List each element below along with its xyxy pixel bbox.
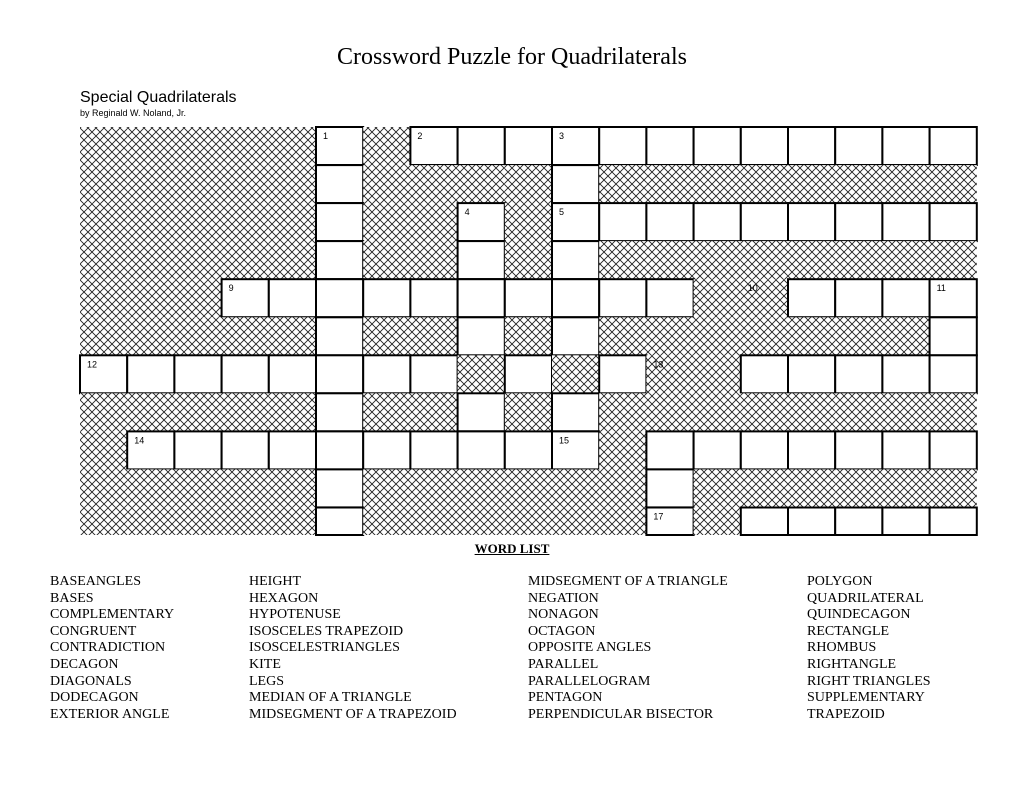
blocked-cell xyxy=(269,165,316,203)
word-list-column-2 xyxy=(249,574,457,723)
blocked-cell xyxy=(505,165,552,203)
clue-number: 9 xyxy=(228,283,234,294)
blocked-cell xyxy=(505,241,552,279)
blocked-cell xyxy=(363,508,410,536)
word-list-item: COMPLEMENTARY xyxy=(50,607,175,623)
word-list-item: CONGRUENT xyxy=(50,623,137,639)
answer-cell[interactable] xyxy=(694,431,741,469)
answer-cell[interactable] xyxy=(646,431,693,469)
answer-cell[interactable] xyxy=(835,508,882,536)
blocked-cell xyxy=(363,393,410,431)
blocked-cell xyxy=(80,508,127,536)
blocked-cell xyxy=(174,393,221,431)
puzzle-subtitle: Special Quadrilaterals xyxy=(80,89,237,106)
blocked-cell xyxy=(882,241,929,279)
answer-cell[interactable] xyxy=(646,203,693,241)
blocked-cell xyxy=(694,165,741,203)
blocked-cell xyxy=(174,203,221,241)
answer-cell[interactable] xyxy=(788,279,835,317)
clue-number: 15 xyxy=(559,435,570,446)
answer-cell[interactable] xyxy=(552,279,599,317)
word-list-item: OPPOSITE ANGLES xyxy=(528,640,652,656)
blocked-cell xyxy=(835,393,882,431)
blocked-cell xyxy=(882,393,929,431)
blocked-cell xyxy=(882,469,929,507)
word-list-item: MIDSEGMENT OF A TRIANGLE xyxy=(528,574,728,589)
word-list-item: PERPENDICULAR BISECTOR xyxy=(528,706,714,722)
answer-cell[interactable] xyxy=(458,317,505,355)
word-list-item: RHOMBUS xyxy=(807,640,877,656)
word-list-item: CONTRADICTION xyxy=(50,640,166,656)
clue-number: 10 xyxy=(747,283,758,294)
answer-cell[interactable] xyxy=(222,355,269,393)
answer-cell[interactable] xyxy=(882,355,929,393)
answer-cell[interactable] xyxy=(741,355,788,393)
blocked-cell xyxy=(222,508,269,536)
word-list-item: RIGHTANGLE xyxy=(807,656,897,672)
blocked-cell xyxy=(788,317,835,355)
answer-cell[interactable] xyxy=(835,355,882,393)
word-list-item: OCTAGON xyxy=(528,623,596,639)
answer-cell[interactable] xyxy=(458,431,505,469)
blocked-cell xyxy=(174,127,221,165)
word-list-item: PARALLELOGRAM xyxy=(528,673,651,689)
blocked-cell xyxy=(410,393,457,431)
answer-cell[interactable] xyxy=(599,127,646,165)
answer-cell[interactable] xyxy=(316,508,363,536)
word-list-item: TRAPEZOID xyxy=(807,706,885,722)
word-list-item: QUADRILATERAL xyxy=(807,590,924,606)
blocked-cell xyxy=(410,317,457,355)
blocked-cell xyxy=(835,317,882,355)
answer-cell[interactable] xyxy=(269,431,316,469)
blocked-cell xyxy=(127,393,174,431)
answer-cell[interactable] xyxy=(505,355,552,393)
answer-cell[interactable] xyxy=(599,203,646,241)
blocked-cell xyxy=(410,165,457,203)
answer-cell[interactable] xyxy=(174,355,221,393)
answer-cell[interactable] xyxy=(410,279,457,317)
blocked-cell xyxy=(174,508,221,536)
answer-cell[interactable] xyxy=(316,279,363,317)
answer-cell[interactable] xyxy=(316,203,363,241)
answer-cell[interactable] xyxy=(788,431,835,469)
blocked-cell xyxy=(127,203,174,241)
word-list-item: HYPOTENUSE xyxy=(249,607,341,623)
blocked-cell xyxy=(788,469,835,507)
answer-cell[interactable] xyxy=(646,469,693,507)
blocked-cell xyxy=(646,165,693,203)
blocked-cell xyxy=(269,317,316,355)
blocked-cell xyxy=(174,469,221,507)
word-list-item: RECTANGLE xyxy=(807,623,890,639)
answer-cell[interactable] xyxy=(741,431,788,469)
blocked-cell xyxy=(599,469,646,507)
answer-cell[interactable] xyxy=(788,355,835,393)
word-list-item: NEGATION xyxy=(528,590,599,606)
blocked-cell xyxy=(505,469,552,507)
answer-cell[interactable] xyxy=(788,127,835,165)
answer-cell[interactable] xyxy=(316,469,363,507)
blocked-cell xyxy=(694,469,741,507)
blocked-cell xyxy=(363,165,410,203)
answer-cell[interactable] xyxy=(269,355,316,393)
answer-cell[interactable] xyxy=(316,317,363,355)
answer-cell[interactable] xyxy=(458,279,505,317)
word-list-item: EXTERIOR ANGLE xyxy=(50,706,170,722)
blocked-cell xyxy=(222,165,269,203)
clue-number: 17 xyxy=(653,511,664,522)
answer-cell[interactable] xyxy=(505,431,552,469)
answer-cell[interactable] xyxy=(882,127,929,165)
answer-cell[interactable] xyxy=(835,127,882,165)
blocked-cell xyxy=(174,241,221,279)
blocked-cell xyxy=(363,241,410,279)
answer-cell[interactable] xyxy=(458,393,505,431)
blocked-cell xyxy=(552,469,599,507)
answer-cell[interactable] xyxy=(882,431,929,469)
word-list-item: ISOSCELES TRAPEZOID xyxy=(249,623,404,639)
blocked-cell xyxy=(222,241,269,279)
clue-number: 5 xyxy=(559,207,565,218)
puzzle-author: by Reginald W. Noland, Jr. xyxy=(80,108,187,118)
word-list-item: NONAGON xyxy=(528,607,599,623)
answer-cell[interactable] xyxy=(930,508,977,536)
word-list-column-3 xyxy=(528,574,728,723)
word-list-column-1 xyxy=(50,574,174,723)
blocked-cell xyxy=(458,469,505,507)
answer-cell[interactable] xyxy=(882,203,929,241)
answer-cell[interactable] xyxy=(410,431,457,469)
blocked-cell xyxy=(80,393,127,431)
blocked-cell xyxy=(127,469,174,507)
blocked-cell xyxy=(363,317,410,355)
word-list-item: BASEANGLES xyxy=(50,574,142,589)
blocked-cell xyxy=(646,317,693,355)
blocked-cell xyxy=(80,165,127,203)
blocked-cell xyxy=(127,508,174,536)
answer-cell[interactable] xyxy=(882,279,929,317)
blocked-cell xyxy=(80,431,127,469)
answer-cell[interactable] xyxy=(505,127,552,165)
blocked-cell xyxy=(174,165,221,203)
answer-cell[interactable] xyxy=(646,127,693,165)
answer-cell[interactable] xyxy=(741,127,788,165)
blocked-cell xyxy=(80,317,127,355)
blocked-cell xyxy=(505,203,552,241)
word-list-item: DODECAGON xyxy=(50,690,139,706)
answer-cell[interactable] xyxy=(552,317,599,355)
blocked-cell xyxy=(269,469,316,507)
blocked-cell xyxy=(222,393,269,431)
blocked-cell xyxy=(835,469,882,507)
blocked-cell xyxy=(222,127,269,165)
blocked-cell xyxy=(505,317,552,355)
blocked-cell xyxy=(741,317,788,355)
blocked-cell xyxy=(174,279,221,317)
answer-cell[interactable] xyxy=(835,431,882,469)
answer-cell[interactable] xyxy=(930,355,977,393)
blocked-cell xyxy=(835,165,882,203)
blocked-cell xyxy=(694,241,741,279)
blocked-cell xyxy=(127,317,174,355)
clue-number: 13 xyxy=(653,359,664,370)
answer-cell[interactable] xyxy=(930,431,977,469)
answer-cell[interactable] xyxy=(788,203,835,241)
answer-cell[interactable] xyxy=(269,279,316,317)
answer-cell[interactable] xyxy=(316,241,363,279)
answer-cell[interactable] xyxy=(363,431,410,469)
blocked-cell xyxy=(552,508,599,536)
blocked-cell xyxy=(741,469,788,507)
answer-cell[interactable] xyxy=(694,203,741,241)
blocked-cell xyxy=(80,469,127,507)
word-list-item: RIGHT TRIANGLES xyxy=(807,673,931,689)
answer-cell[interactable] xyxy=(316,393,363,431)
blocked-cell xyxy=(458,508,505,536)
blocked-cell xyxy=(269,508,316,536)
word-list-item: POLYGON xyxy=(807,574,873,589)
answer-cell[interactable] xyxy=(788,508,835,536)
blocked-cell xyxy=(552,355,599,393)
blocked-cell xyxy=(458,355,505,393)
blocked-cell xyxy=(788,241,835,279)
answer-cell[interactable] xyxy=(835,203,882,241)
answer-cell[interactable] xyxy=(363,355,410,393)
word-list-column-4 xyxy=(807,574,931,723)
blocked-cell xyxy=(410,203,457,241)
blocked-cell xyxy=(930,165,977,203)
blocked-cell xyxy=(788,165,835,203)
blocked-cell xyxy=(222,469,269,507)
blocked-cell xyxy=(646,393,693,431)
blocked-cell xyxy=(599,241,646,279)
answer-cell[interactable] xyxy=(741,203,788,241)
clue-number: 4 xyxy=(464,207,470,218)
blocked-cell xyxy=(127,127,174,165)
clue-number: 11 xyxy=(936,283,946,294)
blocked-cell xyxy=(930,469,977,507)
blocked-cell xyxy=(694,355,741,393)
blocked-cell xyxy=(599,508,646,536)
blocked-cell xyxy=(694,393,741,431)
word-list-item: HEIGHT xyxy=(249,574,302,589)
blocked-cell xyxy=(222,203,269,241)
blocked-cell xyxy=(80,241,127,279)
blocked-cell xyxy=(505,393,552,431)
blocked-cell xyxy=(363,469,410,507)
blocked-cell xyxy=(127,165,174,203)
clue-number: 2 xyxy=(417,131,423,141)
blocked-cell xyxy=(363,203,410,241)
blocked-cell xyxy=(694,508,741,536)
blocked-cell xyxy=(174,317,221,355)
word-list-item: MIDSEGMENT OF A TRAPEZOID xyxy=(249,706,457,722)
blocked-cell xyxy=(410,508,457,536)
blocked-cell xyxy=(788,393,835,431)
word-list-item: MEDIAN OF A TRIANGLE xyxy=(249,690,412,706)
answer-cell[interactable] xyxy=(835,279,882,317)
answer-cell[interactable] xyxy=(458,127,505,165)
blocked-cell xyxy=(269,127,316,165)
blocked-cell xyxy=(599,431,646,469)
blocked-cell xyxy=(80,279,127,317)
blocked-cell xyxy=(835,241,882,279)
answer-cell[interactable] xyxy=(552,393,599,431)
word-list-item: ISOSCELESTRIANGLES xyxy=(249,640,400,656)
answer-cell[interactable] xyxy=(552,241,599,279)
answer-cell[interactable] xyxy=(694,127,741,165)
clue-number: 1 xyxy=(323,131,329,141)
clue-number: 12 xyxy=(87,359,98,370)
blocked-cell xyxy=(694,317,741,355)
blocked-cell xyxy=(269,241,316,279)
word-list-item: KITE xyxy=(249,656,281,672)
answer-cell[interactable] xyxy=(316,431,363,469)
blocked-cell xyxy=(80,127,127,165)
word-list-item: PARALLEL xyxy=(528,656,599,672)
word-list-item: DIAGONALS xyxy=(50,673,132,689)
blocked-cell xyxy=(410,469,457,507)
blocked-cell xyxy=(741,241,788,279)
blocked-cell xyxy=(694,279,741,317)
clue-number: 14 xyxy=(134,435,145,446)
answer-cell[interactable] xyxy=(127,355,174,393)
blocked-cell xyxy=(741,165,788,203)
answer-cell[interactable] xyxy=(316,165,363,203)
answer-cell[interactable] xyxy=(930,127,977,165)
blocked-cell xyxy=(505,508,552,536)
blocked-cell xyxy=(882,165,929,203)
answer-cell[interactable] xyxy=(363,279,410,317)
blocked-cell xyxy=(930,241,977,279)
blocked-cell xyxy=(363,127,410,165)
word-list-item: HEXAGON xyxy=(249,590,319,606)
blocked-cell xyxy=(599,165,646,203)
blocked-cell xyxy=(269,393,316,431)
word-list-item: BASES xyxy=(50,590,94,606)
answer-cell[interactable] xyxy=(505,279,552,317)
blocked-cell xyxy=(80,203,127,241)
blocked-cell xyxy=(410,241,457,279)
word-list-item: DECAGON xyxy=(50,656,119,672)
answer-cell[interactable] xyxy=(599,355,646,393)
blocked-cell xyxy=(599,393,646,431)
answer-cell[interactable] xyxy=(552,165,599,203)
answer-cell[interactable] xyxy=(410,355,457,393)
answer-cell[interactable] xyxy=(222,431,269,469)
answer-cell[interactable] xyxy=(741,508,788,536)
blocked-cell xyxy=(458,165,505,203)
blocked-cell xyxy=(222,317,269,355)
answer-cell[interactable] xyxy=(458,241,505,279)
answer-cell[interactable] xyxy=(316,355,363,393)
blocked-cell xyxy=(882,317,929,355)
blocked-cell xyxy=(930,393,977,431)
blocked-cell xyxy=(741,393,788,431)
word-list-item: SUPPLEMENTARY xyxy=(807,690,925,706)
blocked-cell xyxy=(127,279,174,317)
word-list-item: QUINDECAGON xyxy=(807,607,911,623)
blocked-cell xyxy=(646,241,693,279)
blocked-cell xyxy=(599,317,646,355)
blocked-cell xyxy=(269,203,316,241)
word-list-item: PENTAGON xyxy=(528,690,603,706)
word-list-item: LEGS xyxy=(249,673,284,689)
page-title: Crossword Puzzle for Quadrilaterals xyxy=(337,44,687,70)
answer-cell[interactable] xyxy=(930,317,977,355)
answer-cell[interactable] xyxy=(599,279,646,317)
answer-cell[interactable] xyxy=(882,508,929,536)
clue-number: 3 xyxy=(559,131,565,141)
blocked-cell xyxy=(127,241,174,279)
answer-cell[interactable] xyxy=(930,203,977,241)
answer-cell[interactable] xyxy=(174,431,221,469)
answer-cell[interactable] xyxy=(646,279,693,317)
word-list-heading: WORD LIST xyxy=(474,541,550,556)
